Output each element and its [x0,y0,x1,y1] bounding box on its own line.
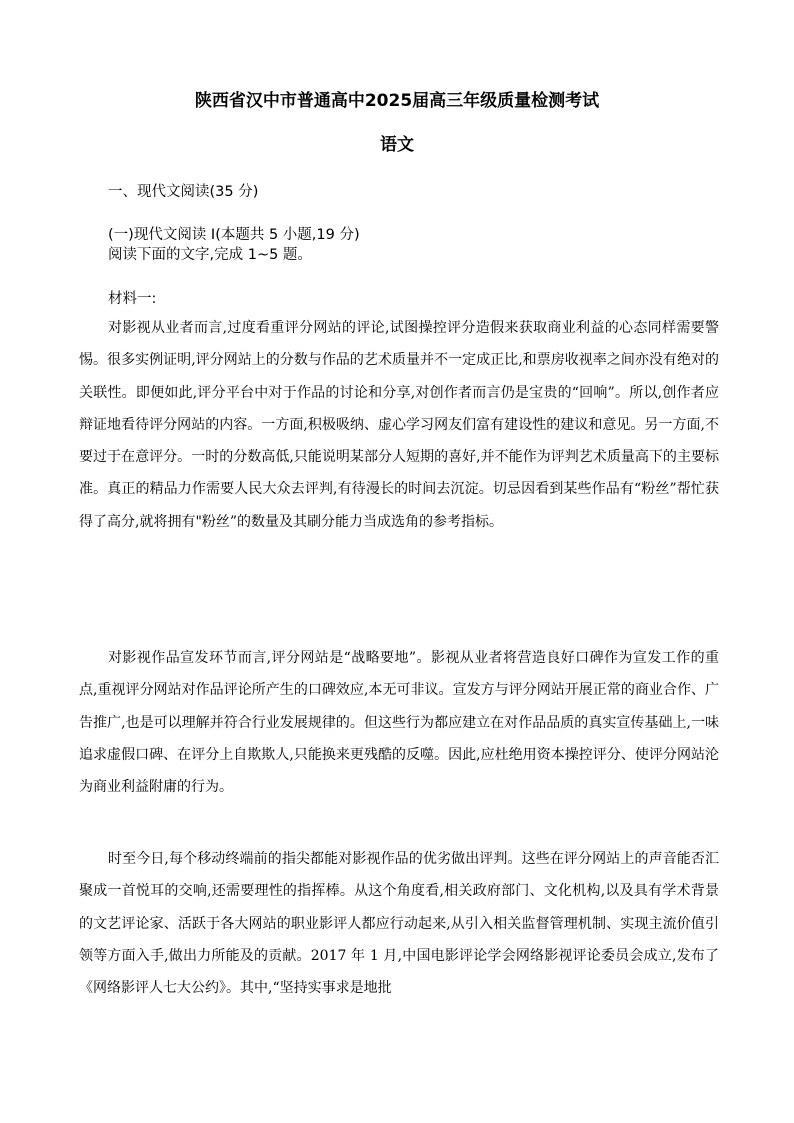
sub-section-heading: (一)现代文阅读 I(本题共 5 小题,19 分) [108,227,360,243]
paragraph: 对影视作品宣发环节而言,评分网站是“战略要地”。影视从业者将营造良好口碑作为宣发工作的重点,重视评分网站对作品评论所产生的口碑效应,本无可非议。宣发方与评分网站开展正常的商业合作、广告推广,也是可以理解并符合行业发展规律的。但这些行为都应建立在对作品品质的真实宣传基础上,一味追求虚假口碑、在评分上自欺欺人,只能换来更残酷的反噬。因此,应杜绝用资本操控评分、使评分网站沦为商业利益附庸的行为。 [79,650,719,796]
paragraph: 时至今日,每个移动终端前的指尖都能对影视作品的优劣做出评判。这些在评分网站上的声音能否汇聚成一首悦耳的交响,还需要理性的指挥棒。从这个角度看,相关政府部门、文化机构,以及具有学术背景的文艺评论家、活跃于各大网站的职业影评人都应行动起来,从引入相关监督管理机制、实现主流价值引领等方面入手,做出力所能及的贡献。2017 年 1 月,中国电影评论学会网络影视评论委员会成立,发布了《网络影评人七大公约》。其中,“坚持实事求是地批 [79,851,719,997]
document-title: 陕西省汉中市普通高中2025届高三年级质量检测考试 [194,91,600,111]
section-heading: 一、现代文阅读(35 分) [108,184,259,200]
paragraph: 对影视从业者而言,过度看重评分网站的评论,试图操控评分造假来获取商业利益的心态同样需要警惕。很多实例证明,评分网站上的分数与作品的艺术质量并不一定成正比,和票房收视率之间亦没有绝对的关联性。即便如此,评分平台中对于作品的讨论和分享,对创作者而言仍是宝贵的“回响”。所以,创作者应辩证地看待评分网站的内容。一方面,积极吸纳、虚心学习网友们富有建设性的建议和意见。另一方面,不要过于在意评分。一时的分数高低,只能说明某部分人短期的喜好,并不能作为评判艺术质量高下的主要标准。真正的精品力作需要人民大众去评判,有待漫长的时间去沉淀。切忌因看到某些作品有“粉丝”帮忙获得了高分,就将拥有"粉丝”的数量及其刷分能力当成选角的参考指标。 [79,320,719,530]
material-label: 材料一: [108,291,157,307]
document-subject: 语文 [380,135,414,155]
instruction-text: 阅读下面的文字,完成 1~5 题。 [108,247,312,263]
